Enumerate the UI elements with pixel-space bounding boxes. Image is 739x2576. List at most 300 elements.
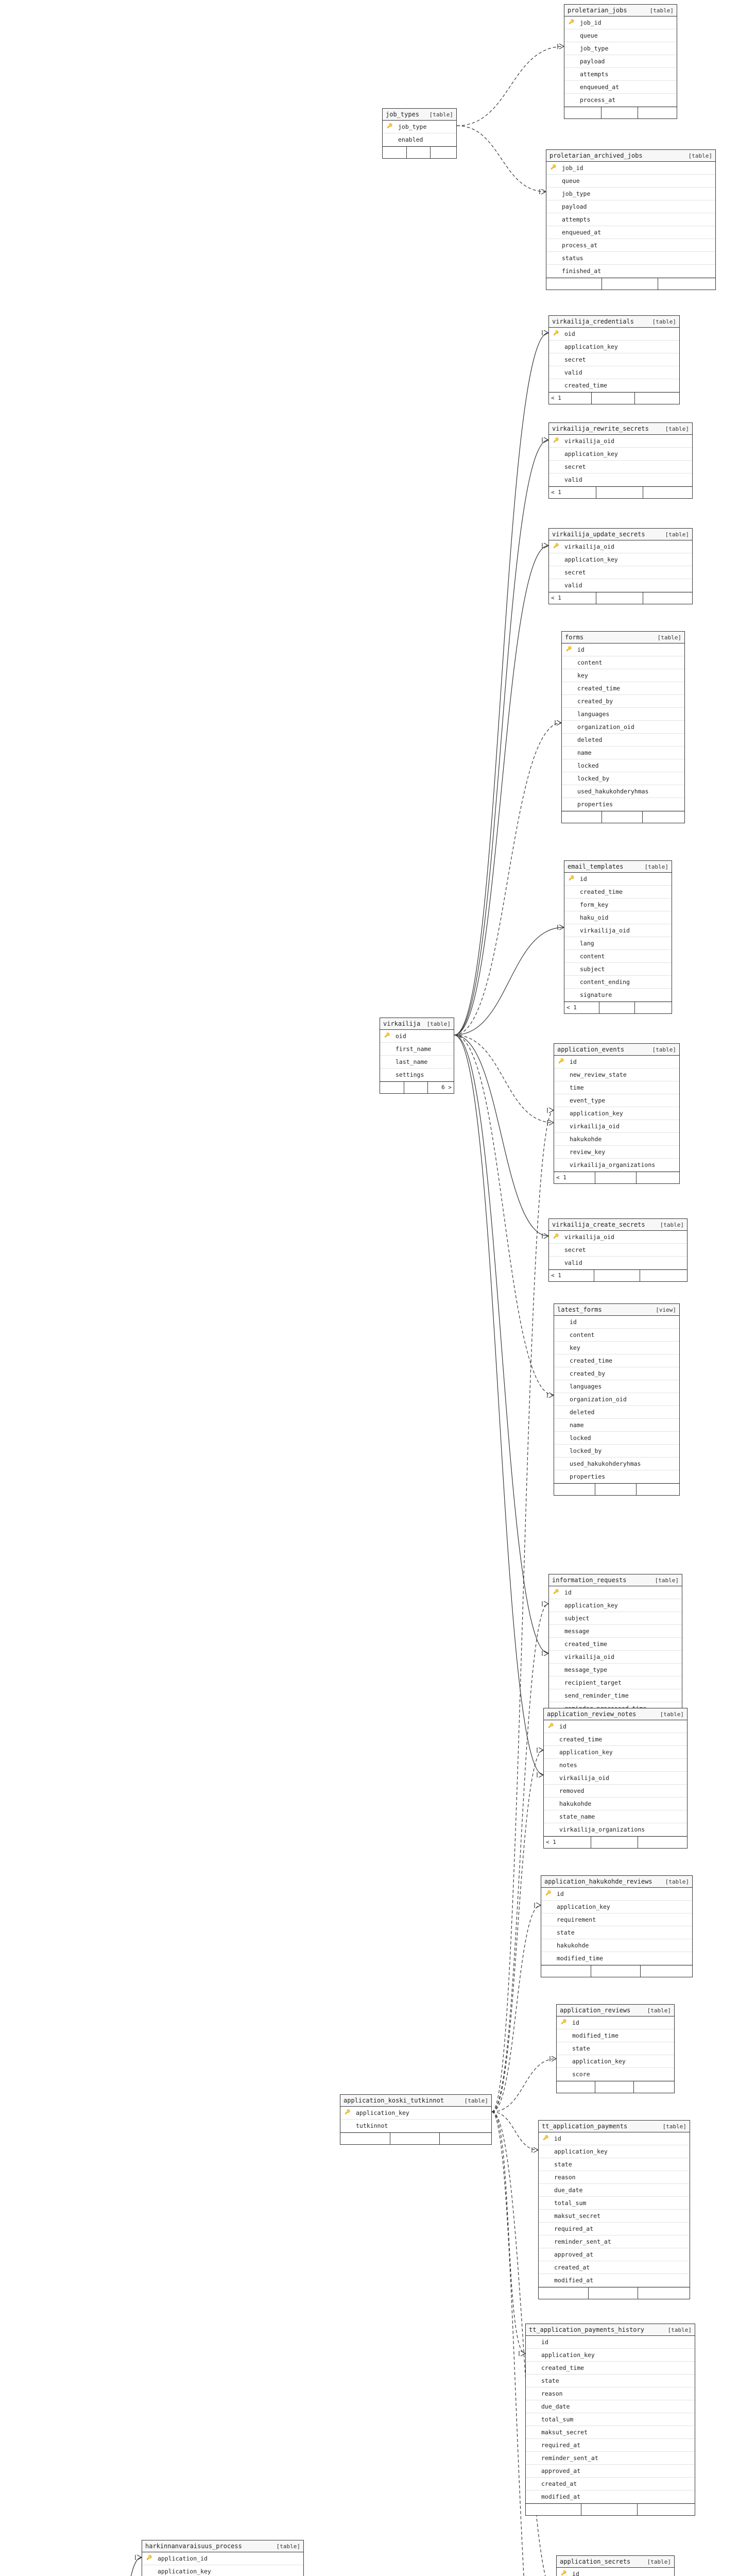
- column-name: state: [572, 2045, 590, 2052]
- child-count: [634, 2081, 674, 2093]
- table-application-secrets[interactable]: [556, 2555, 675, 2576]
- column-row: [549, 328, 679, 341]
- table-type: [table]: [665, 425, 689, 432]
- column-row: [526, 2387, 695, 2400]
- column-row: [564, 873, 672, 886]
- footer-spacer: [595, 1484, 637, 1495]
- column-name: id: [541, 2338, 548, 2346]
- relationship-edge: [457, 126, 546, 192]
- column-name: attempts: [562, 216, 591, 223]
- column-row: [564, 950, 672, 963]
- table-proletarian-jobs[interactable]: [564, 4, 677, 119]
- parent-count: [554, 1484, 595, 1495]
- table-application-events[interactable]: [554, 1043, 680, 1184]
- column-name: message: [564, 1628, 590, 1635]
- column-row: [554, 1367, 679, 1380]
- primary-key-icon: 🔑: [543, 2136, 549, 2141]
- table-forms[interactable]: [561, 631, 685, 823]
- column-name: created_time: [570, 1357, 613, 1364]
- column-row: [549, 341, 679, 353]
- primary-key-icon: 🔑: [553, 544, 559, 549]
- column-name: virkailija_oid: [580, 927, 630, 934]
- column-name: job_id: [580, 19, 601, 26]
- column-row: [549, 1612, 682, 1625]
- table-header: [557, 2005, 674, 2016]
- table-header: [539, 2121, 690, 2132]
- column-row: [544, 1746, 687, 1759]
- column-name: virkailija_organizations: [570, 1161, 656, 1168]
- column-row: [562, 759, 684, 772]
- column-name: modified_at: [554, 2277, 594, 2284]
- table-header: [142, 2540, 303, 2552]
- child-count: [638, 2287, 690, 2299]
- relationship-edge: [492, 1750, 543, 2112]
- footer-spacer: [591, 1837, 639, 1848]
- column-row: [526, 2426, 695, 2439]
- column-name: created_by: [570, 1370, 606, 1377]
- column-name: application_key: [541, 2351, 595, 2359]
- table-type: [table]: [657, 634, 681, 641]
- column-name: reminder_sent_at: [541, 2454, 598, 2462]
- column-row: [564, 16, 677, 29]
- column-row: [544, 1798, 687, 1810]
- table-footer: [549, 486, 692, 498]
- table-application-review-notes[interactable]: [543, 1708, 688, 1849]
- column-row: [554, 1146, 679, 1159]
- column-name: haku_oid: [580, 914, 609, 921]
- column-name: state: [541, 2377, 559, 2384]
- table-information-requests[interactable]: [548, 1574, 682, 1727]
- footer-spacer: [602, 278, 658, 290]
- column-row: [564, 42, 677, 55]
- column-row: [526, 2478, 695, 2490]
- column-name: locked: [577, 762, 599, 769]
- column-row: [526, 2336, 695, 2349]
- table-application-koski-tutkinnot[interactable]: [340, 2094, 492, 2145]
- column-name: virkailija_oid: [564, 437, 614, 445]
- column-name: enqueued_at: [580, 83, 620, 91]
- column-row: [554, 1159, 679, 1172]
- column-name: application_key: [570, 1110, 623, 1117]
- table-name: application_koski_tutkinnot: [343, 2097, 444, 2104]
- footer-spacer: [591, 1965, 641, 1977]
- relationship-edge: [454, 333, 548, 1035]
- column-name: notes: [559, 1761, 577, 1769]
- column-row: [546, 188, 715, 200]
- column-name: approved_at: [554, 2251, 594, 2258]
- column-name: subject: [564, 1615, 590, 1622]
- table-header: [557, 2556, 674, 2568]
- column-row: [554, 1133, 679, 1146]
- relationship-edge: [454, 927, 564, 1035]
- column-row: [539, 2145, 690, 2158]
- column-name: tutkinnot: [356, 2122, 388, 2129]
- table-type: [table]: [662, 2123, 686, 2130]
- table-footer: [541, 1965, 692, 1977]
- table-header: [554, 1044, 679, 1056]
- column-name: application_key: [557, 1903, 610, 1910]
- parent-count: [380, 1082, 404, 1093]
- table-footer: [554, 1483, 679, 1495]
- relationship-edge: [106, 2557, 142, 2576]
- column-name: created_by: [577, 698, 613, 705]
- column-name: state_name: [559, 1813, 595, 1820]
- table-footer: [539, 2287, 690, 2299]
- column-row: [564, 924, 672, 937]
- column-row: [557, 2042, 674, 2055]
- column-row: [526, 2362, 695, 2375]
- column-row: [554, 1081, 679, 1094]
- table-name: virkailija_rewrite_secrets: [552, 425, 649, 432]
- column-row: [526, 2452, 695, 2465]
- footer-spacer: [602, 811, 642, 823]
- relationship-edge: [454, 723, 561, 1035]
- table-header: [564, 5, 677, 16]
- column-row: [562, 747, 684, 759]
- table-header: [549, 1219, 687, 1231]
- column-row: [554, 1342, 679, 1354]
- table-virkailija-update-secrets[interactable]: [548, 528, 693, 604]
- column-name: maksut_secret: [541, 2429, 588, 2436]
- table-name: email_templates: [568, 863, 624, 870]
- column-row: [554, 1329, 679, 1342]
- column-row: [526, 2400, 695, 2413]
- table-virkailija-create-secrets[interactable]: [548, 1218, 688, 1282]
- column-row: [549, 366, 679, 379]
- column-name: send_reminder_time: [564, 1692, 629, 1699]
- table-application-reviews[interactable]: [556, 2004, 675, 2093]
- table-name: tt_application_payments_history: [529, 2326, 644, 2333]
- table-header: [541, 1876, 692, 1888]
- column-row: [562, 772, 684, 785]
- column-name: valid: [564, 1259, 582, 1266]
- column-row: [549, 1599, 682, 1612]
- column-row: [549, 1257, 687, 1269]
- column-row: [557, 2568, 674, 2576]
- table-footer: [380, 1081, 454, 1093]
- relationship-edge: [454, 440, 548, 1035]
- column-row: [564, 886, 672, 899]
- child-count: [638, 107, 677, 118]
- relationship-edge: [454, 546, 548, 1035]
- table-type: [view]: [656, 1306, 676, 1313]
- table-tt-application-payments[interactable]: [538, 2120, 690, 2299]
- column-row: [557, 2016, 674, 2029]
- column-row: [142, 2552, 303, 2565]
- column-name: locked: [570, 1434, 591, 1442]
- column-name: first_name: [396, 1045, 432, 1053]
- column-name: secret: [564, 1246, 586, 1253]
- column-row: [539, 2132, 690, 2145]
- column-row: [564, 55, 677, 68]
- table-type: [table]: [647, 2558, 671, 2565]
- column-row: [564, 68, 677, 81]
- column-row: [380, 1056, 454, 1069]
- column-row: [539, 2248, 690, 2261]
- column-row: [562, 669, 684, 682]
- column-row: [549, 1244, 687, 1257]
- footer-spacer: [594, 1270, 640, 1281]
- column-name: id: [564, 1589, 572, 1596]
- relationship-edge: [454, 1035, 548, 1653]
- table-virkailija-rewrite-secrets[interactable]: [548, 422, 693, 499]
- relationship-edge: [454, 1035, 543, 1775]
- crowfoot-marker: [519, 2351, 525, 2356]
- column-row: [564, 989, 672, 1002]
- table-name: virkailija: [383, 1020, 421, 1027]
- table-name: job_types: [386, 111, 420, 118]
- table-header: [549, 423, 692, 435]
- column-row: [549, 1231, 687, 1244]
- column-row: [380, 1043, 454, 1056]
- column-row: [539, 2223, 690, 2235]
- column-row: [549, 1689, 682, 1702]
- column-row: [562, 785, 684, 798]
- primary-key-icon: 🔑: [553, 1234, 559, 1239]
- column-row: [549, 1638, 682, 1651]
- column-name: oid: [564, 330, 575, 337]
- column-name: secret: [564, 569, 586, 576]
- column-row: [549, 553, 692, 566]
- column-name: application_id: [158, 2555, 208, 2562]
- column-row: [554, 1056, 679, 1069]
- column-row: [564, 911, 672, 924]
- column-row: [383, 133, 456, 146]
- parent-count: < 1: [549, 592, 596, 604]
- column-name: job_id: [562, 164, 583, 172]
- column-name: process_at: [580, 96, 616, 104]
- column-name: languages: [577, 710, 610, 718]
- child-count: [637, 1484, 679, 1495]
- relationship-edge: [454, 1035, 554, 1395]
- primary-key-icon: 🔑: [553, 331, 559, 336]
- column-row: [383, 121, 456, 133]
- column-row: [557, 2029, 674, 2042]
- column-name: requirement: [557, 1916, 596, 1923]
- column-row: [562, 695, 684, 708]
- column-name: score: [572, 2071, 590, 2078]
- column-row: [562, 682, 684, 695]
- table-name: proletarian_jobs: [568, 7, 627, 14]
- column-row: [340, 2107, 491, 2120]
- column-row: [554, 1120, 679, 1133]
- column-name: modified_time: [572, 2032, 619, 2039]
- footer-spacer: [596, 592, 644, 604]
- table-name: application_review_notes: [547, 1710, 637, 1718]
- column-name: created_at: [541, 2480, 577, 2487]
- table-footer: [383, 146, 456, 158]
- column-name: hakukohde: [559, 1800, 592, 1807]
- column-row: [562, 734, 684, 747]
- column-name: application_key: [559, 1749, 613, 1756]
- table-header: [526, 2324, 695, 2336]
- column-row: [549, 353, 679, 366]
- column-row: [562, 798, 684, 811]
- column-name: id: [554, 2135, 561, 2142]
- child-count: [643, 592, 692, 604]
- primary-key-icon: 🔑: [384, 1033, 390, 1038]
- table-virkailija-credentials[interactable]: [548, 315, 680, 404]
- column-name: status: [562, 255, 583, 262]
- column-row: [541, 1901, 692, 1913]
- table-job-types[interactable]: [382, 108, 457, 159]
- column-row: [564, 94, 677, 107]
- child-count: [431, 147, 456, 158]
- table-type: [table]: [276, 2543, 300, 2550]
- column-name: content: [577, 659, 603, 666]
- table-footer: [557, 2081, 674, 2093]
- column-row: [564, 937, 672, 950]
- column-name: id: [572, 2570, 579, 2576]
- table-application-hakukohde-reviews[interactable]: [541, 1875, 693, 1977]
- parent-count: [546, 278, 602, 290]
- relationship-edge: [454, 1035, 554, 1123]
- parent-count: < 1: [549, 1270, 594, 1281]
- table-proletarian-archived-jobs[interactable]: [546, 149, 716, 290]
- table-tt-application-payments-history[interactable]: [525, 2324, 695, 2516]
- table-latest-forms[interactable]: [554, 1303, 680, 1496]
- column-row: [554, 1432, 679, 1445]
- child-count: [638, 1837, 687, 1848]
- table-virkailija[interactable]: [380, 1018, 454, 1094]
- footer-spacer: [596, 487, 644, 498]
- table-harkinnanvaraisuus-process[interactable]: [142, 2540, 304, 2576]
- table-name: application_secrets: [560, 2558, 631, 2565]
- table-type: [table]: [665, 1878, 689, 1885]
- column-row: [539, 2158, 690, 2171]
- footer-spacer: [581, 2504, 637, 2515]
- parent-count: [541, 1965, 591, 1977]
- column-row: [549, 473, 692, 486]
- table-name: application_reviews: [560, 2007, 631, 2014]
- column-name: removed: [559, 1787, 585, 1794]
- column-name: virkailija_organizations: [559, 1826, 645, 1833]
- parent-count: < 1: [554, 1172, 595, 1183]
- column-name: finished_at: [562, 267, 601, 275]
- column-name: name: [577, 749, 592, 756]
- column-name: name: [570, 1421, 584, 1429]
- column-row: [546, 265, 715, 278]
- table-type: [table]: [660, 1710, 684, 1718]
- column-name: subject: [580, 965, 605, 973]
- column-name: deleted: [570, 1409, 595, 1416]
- column-name: reason: [554, 2174, 576, 2181]
- column-name: created_time: [577, 685, 621, 692]
- table-type: [table]: [464, 2097, 488, 2104]
- column-row: [544, 1759, 687, 1772]
- column-row: [142, 2565, 303, 2576]
- relationship-edge: [492, 1905, 541, 2112]
- column-row: [544, 1772, 687, 1785]
- column-name: message_type: [564, 1666, 608, 1673]
- parent-count: < 1: [549, 487, 596, 498]
- child-count: [641, 1965, 692, 1977]
- column-row: [554, 1419, 679, 1432]
- primary-key-icon: 🔑: [561, 2571, 567, 2576]
- primary-key-icon: 🔑: [569, 20, 575, 25]
- column-row: [526, 2375, 695, 2387]
- column-row: [544, 1733, 687, 1746]
- column-name: required_at: [541, 2442, 581, 2449]
- column-name: valid: [564, 582, 582, 589]
- column-row: [549, 448, 692, 461]
- crowfoot-marker: [535, 1903, 541, 1908]
- column-row: [546, 226, 715, 239]
- column-row: [564, 81, 677, 94]
- column-name: organization_oid: [570, 1396, 627, 1403]
- column-row: [549, 379, 679, 392]
- table-name: latest_forms: [557, 1306, 602, 1313]
- column-name: id: [570, 1318, 577, 1326]
- table-name: forms: [565, 634, 584, 641]
- primary-key-icon: 🔑: [569, 876, 575, 881]
- column-name: maksut_secret: [554, 2212, 601, 2219]
- column-row: [549, 579, 692, 592]
- table-header: [549, 316, 679, 328]
- column-row: [526, 2349, 695, 2362]
- column-row: [554, 1094, 679, 1107]
- table-name: application_events: [557, 1046, 625, 1053]
- column-row: [557, 2055, 674, 2068]
- relationship-edge: [457, 46, 564, 126]
- column-row: [541, 1939, 692, 1952]
- column-name: last_name: [396, 1058, 428, 1065]
- column-name: process_at: [562, 242, 598, 249]
- column-row: [526, 2490, 695, 2503]
- table-type: [table]: [649, 7, 674, 14]
- column-name: id: [559, 1723, 566, 1730]
- column-name: created_time: [564, 1640, 608, 1648]
- table-type: [table]: [429, 111, 453, 118]
- column-name: virkailija_oid: [564, 543, 614, 550]
- child-count: [643, 487, 692, 498]
- column-name: signature: [580, 991, 612, 998]
- column-name: modified_at: [541, 2493, 581, 2500]
- column-name: id: [577, 646, 585, 653]
- column-name: content_ending: [580, 978, 630, 986]
- table-header: [544, 1708, 687, 1720]
- child-count: [635, 393, 679, 404]
- column-name: oid: [396, 1032, 406, 1040]
- column-row: [546, 239, 715, 252]
- column-name: due_date: [541, 2403, 570, 2410]
- column-name: id: [572, 2019, 579, 2026]
- table-name: virkailija_credentials: [552, 318, 634, 325]
- table-type: [table]: [426, 1020, 451, 1027]
- column-row: [541, 1888, 692, 1901]
- column-row: [554, 1354, 679, 1367]
- primary-key-icon: 🔑: [548, 1723, 554, 1728]
- column-name: created_time: [559, 1736, 603, 1743]
- column-name: key: [577, 672, 588, 679]
- table-footer: [546, 278, 715, 290]
- child-count: [440, 2133, 491, 2144]
- column-name: state: [557, 1929, 575, 1936]
- parent-count: < 1: [544, 1837, 591, 1848]
- table-email-templates[interactable]: [564, 860, 672, 1014]
- primary-key-icon: 🔑: [566, 647, 572, 652]
- column-row: [541, 1926, 692, 1939]
- footer-spacer: [601, 107, 639, 118]
- parent-count: [562, 811, 602, 823]
- column-row: [539, 2210, 690, 2223]
- primary-key-icon: 🔑: [146, 2555, 152, 2561]
- parent-count: [564, 107, 601, 118]
- column-row: [564, 899, 672, 911]
- column-name: used_hakukohderyhmas: [570, 1460, 641, 1467]
- column-name: secret: [564, 463, 586, 470]
- column-name: created_time: [580, 888, 623, 895]
